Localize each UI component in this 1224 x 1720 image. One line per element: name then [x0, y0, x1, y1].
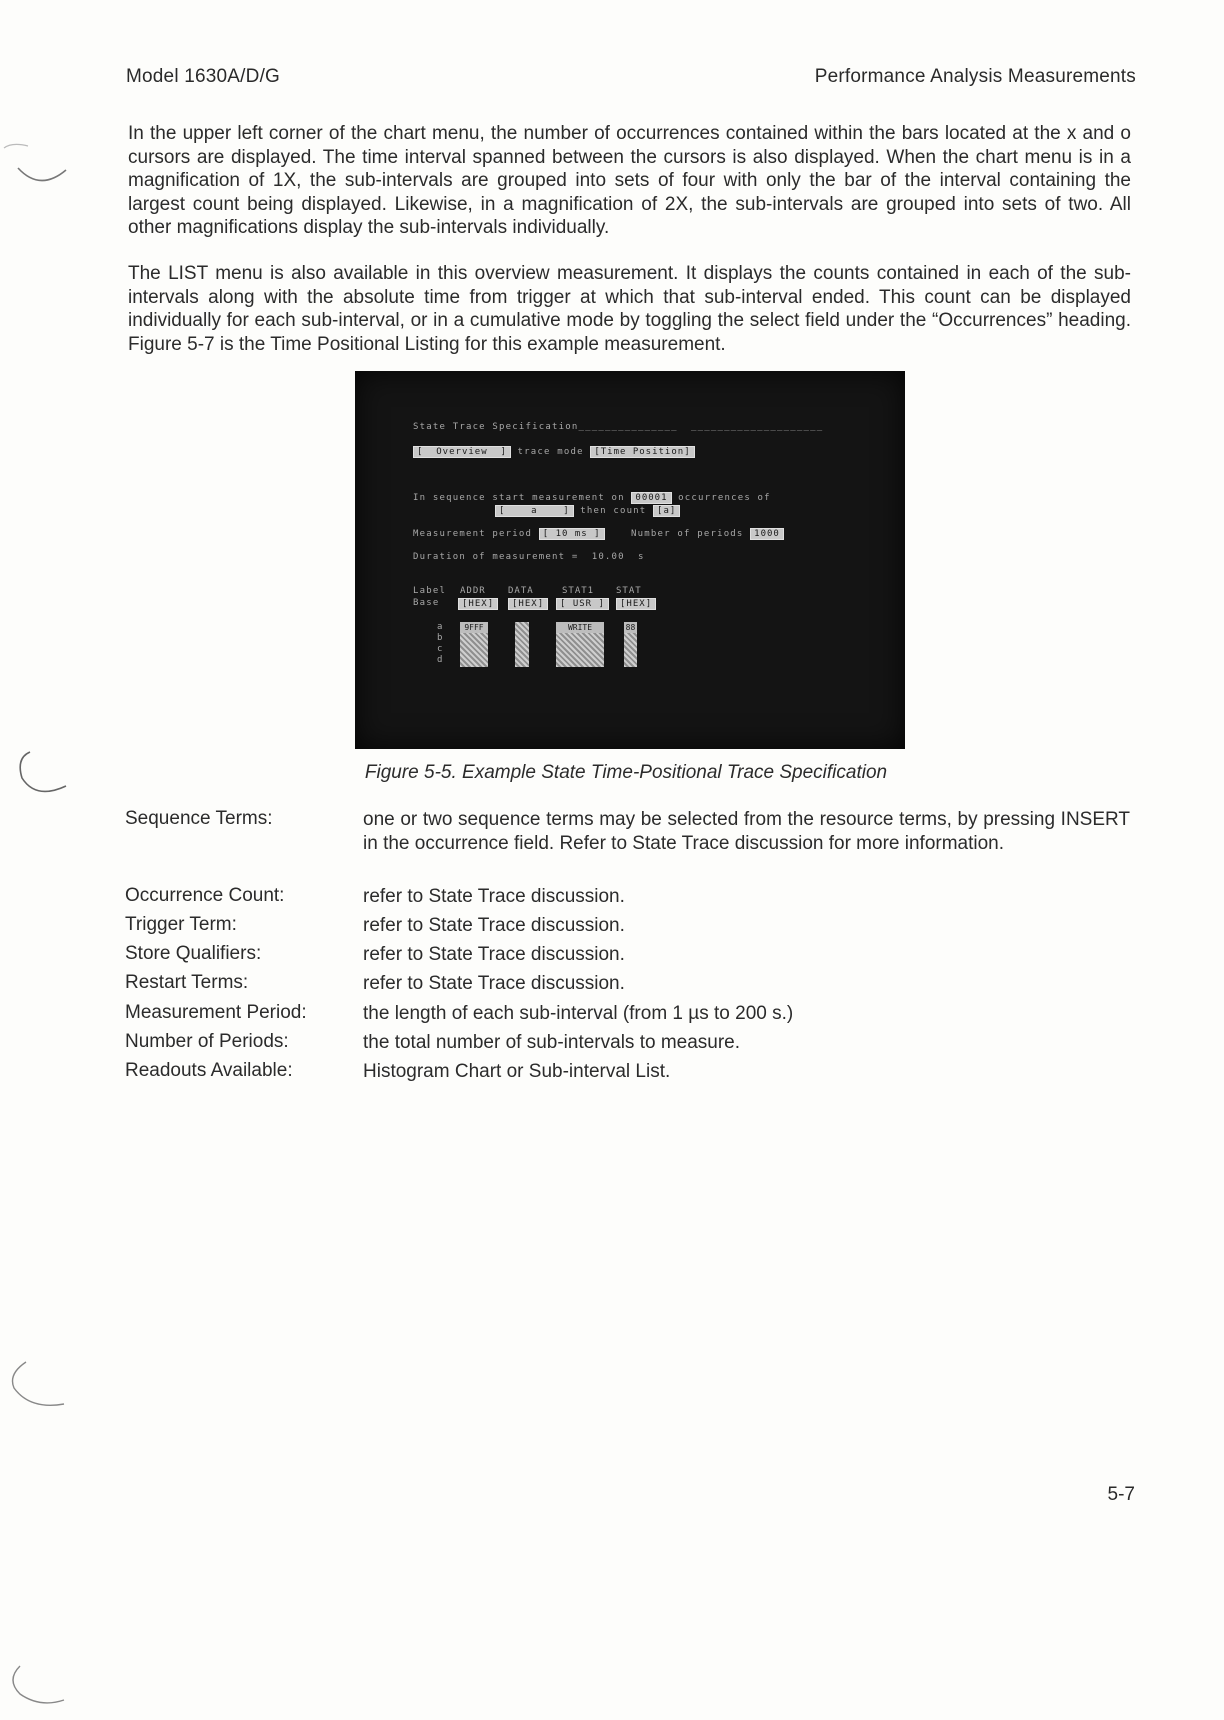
sequence-term-field[interactable]: [ a ]	[495, 505, 574, 517]
definition-term: Restart Terms:	[125, 972, 249, 993]
term-label-d: d	[437, 655, 444, 665]
page-number: 5-7	[1107, 1484, 1135, 1505]
term-label-b: b	[437, 633, 444, 643]
definition-term: Store Qualifiers:	[125, 943, 262, 964]
paragraph-list-menu: The LIST menu is also available in this overview measurement. It displays the counts contained in each of the sub-intervals along with the absolute time from trigger at which that sub-interval ended. This count can be displayed individually for each sub-interval, or in a cumulative mode by toggling the select field under the “Occurrences” heading. Figure 5-7 is the Time Positional Listing for this example measurement.	[128, 263, 1131, 355]
definition-description: refer to State Trace discussion.	[363, 915, 625, 936]
sequence-row: In sequence start measurement on 00001 occurrences of	[413, 493, 771, 503]
base-row-title: Base	[413, 598, 440, 608]
addr-cell-a[interactable]: 9FFF	[460, 622, 488, 633]
number-of-periods-field[interactable]: 1000	[750, 528, 784, 540]
figure-caption: Figure 5-5. Example State Time-Positional Trace Specification	[364, 762, 888, 783]
mode-field[interactable]: [ Overview ]	[413, 446, 511, 458]
definition-term: Readouts Available:	[125, 1060, 293, 1081]
definition-term: Occurrence Count:	[125, 885, 285, 906]
definition-term: Number of Periods:	[125, 1031, 289, 1052]
stat-cell-a[interactable]: 88	[625, 623, 636, 632]
definition-term: Sequence Terms:	[125, 808, 273, 829]
term-label-c: c	[437, 644, 444, 654]
measurement-period-row: Measurement period [ 10 ms ] Number of periods 1000	[413, 528, 784, 540]
duration-row: Duration of measurement = 10.00 s	[413, 552, 645, 562]
column-label-stat: STAT	[616, 586, 642, 596]
binder-hole-mark-icon	[0, 1358, 70, 1418]
trace-mode-field[interactable]: [Time Position]	[590, 446, 694, 458]
label-row-title: Label	[413, 586, 447, 596]
column-base-stat1[interactable]: [ USR ]	[556, 598, 609, 610]
running-header-section: Performance Analysis Measurements	[814, 66, 1136, 87]
screen-title: State Trace Specification_______________ ____________________	[413, 422, 824, 432]
definition-description: the total number of sub-intervals to measure.	[363, 1032, 741, 1053]
count-term-field[interactable]: [a]	[653, 505, 680, 517]
column-label-addr: ADDR	[460, 586, 486, 596]
term-label-a: a	[437, 622, 444, 632]
sequence-term-row: [ a ] then count [a]	[495, 505, 680, 517]
definition-description: refer to State Trace discussion.	[363, 973, 625, 994]
definition-description: the length of each sub-interval (from 1 µs to 200 s.)	[363, 1003, 794, 1024]
crt-screen-figure	[355, 371, 905, 749]
definition-description: refer to State Trace discussion.	[363, 944, 625, 965]
stat1-cells-bcd[interactable]	[556, 633, 604, 667]
data-cells[interactable]	[515, 622, 529, 667]
measurement-period-field[interactable]: [ 10 ms ]	[539, 528, 605, 540]
binder-hole-mark-icon	[0, 140, 70, 200]
stat-cells-bcd[interactable]	[624, 633, 637, 667]
column-base-data[interactable]: [HEX]	[508, 598, 548, 610]
definition-term: Trigger Term:	[125, 914, 237, 935]
definition-description: one or two sequence terms may be selected from the resource terms, by pressing INSERT in the occurrence field. Refer to State Trace discussion for more information.	[363, 809, 1130, 854]
definition-description: Histogram Chart or Sub-interval List.	[363, 1061, 671, 1082]
addr-cells-bcd[interactable]	[460, 633, 488, 667]
paragraph-chart-menu: In the upper left corner of the chart menu, the number of occurrences contained within the bars located at the x and o cursors are displayed. The time interval spanned between the cursors is also displayed. When the chart menu is in a magnification of 1X, the sub-intervals are grouped into sets of four with only the bar of the interval containing the largest count being displayed. Likewise, in a magnification of 2X, the sub-intervals are grouped into sets of two. All other magnifications display the sub-intervals individually.	[128, 123, 1131, 238]
binder-hole-mark-icon	[0, 1660, 70, 1720]
trace-mode-row: [ Overview ] trace mode [Time Position]	[413, 446, 695, 458]
column-label-data: DATA	[508, 586, 534, 596]
column-base-stat[interactable]: [HEX]	[616, 598, 656, 610]
column-label-stat1: STAT1	[562, 586, 595, 596]
column-base-addr[interactable]: [HEX]	[458, 598, 498, 610]
stat1-cell-a[interactable]: WRITE	[556, 622, 604, 633]
running-header-model: Model 1630A/D/G	[126, 66, 281, 87]
definition-term: Measurement Period:	[125, 1002, 307, 1023]
definition-description: refer to State Trace discussion.	[363, 886, 625, 907]
occurrence-field[interactable]: 00001	[631, 492, 671, 504]
